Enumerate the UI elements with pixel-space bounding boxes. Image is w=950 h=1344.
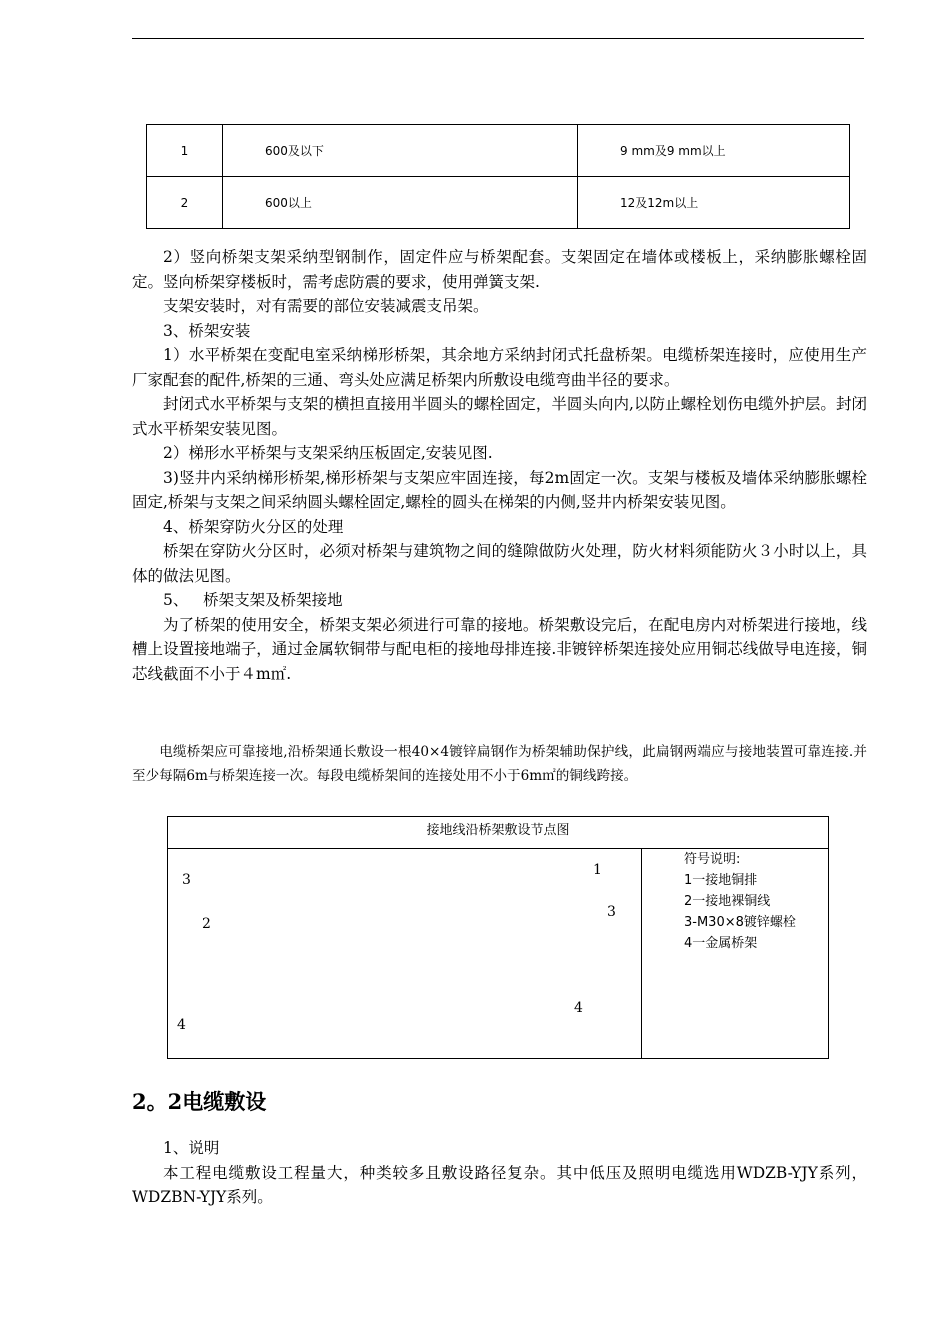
paragraph: 2）竖向桥架支架采纳型钢制作，固定件应与桥架配套。支架固定在墙体或楼板上，采纳膨胀螺栓固定。竖向桥架穿楼板时，需考虑防震的要求，使用弹簧支架. — [132, 248, 867, 291]
diagram-divider — [641, 849, 642, 1058]
table-row — [147, 125, 850, 177]
section-body — [132, 1136, 867, 1210]
paragraph: 本工程电缆敷设工程量大，种类较多且敷设路径复杂。其中低压及照明电缆选用WDZB-YJY系列，WDZBN-YJY系列。 — [132, 1163, 867, 1206]
paragraph: 1、说明 — [163, 1139, 220, 1157]
table-cell-no: 1 — [147, 125, 223, 177]
legend-title: 符号说明: — [684, 852, 741, 867]
paragraph: 2）梯形水平桥架与支架采纳压板固定,安装见图. — [163, 444, 493, 462]
paragraph: 电缆桥架应可靠接地,沿桥架通长敷设一根40×4镀锌扁钢作为桥架辅助保护线，此扁钢两端应与接地装置可靠连接.并至少每隔6m与桥架连接一次。每段电缆桥架间的连接处用不小于6m㎡的铜线跨接。 — [132, 744, 867, 784]
header-rule — [132, 38, 864, 39]
table-row — [147, 177, 850, 229]
body-text — [132, 245, 867, 686]
small-text — [132, 740, 867, 788]
paragraph: 1）水平桥架在变配电室采纳梯形桥架，其余地方采纳封闭式托盘桥架。电缆桥架连接时，应使用生产厂家配套的配件,桥架的三通、弯头处应满足桥架内所敷设电缆弯曲半径的要求。 — [132, 346, 867, 389]
paragraph: 支架安装时，对有需要的部位安装减震支吊架。 — [163, 297, 489, 315]
section-heading: 2。2电缆敷设 — [132, 1089, 267, 1114]
diagram-label: 4 — [574, 1000, 583, 1016]
paragraph: 5、 桥架支架及桥架接地 — [163, 591, 343, 609]
paragraph: 3、桥架安装 — [163, 321, 251, 340]
legend-item: 3-M30×8镀锌螺栓 — [684, 915, 796, 930]
grounding-diagram — [167, 816, 829, 1059]
legend-item: 2一接地裸铜线 — [684, 894, 771, 909]
diagram-legend — [684, 849, 796, 954]
paragraph: 4、桥架穿防火分区的处理 — [163, 517, 344, 536]
diagram-label: 3 — [182, 872, 191, 888]
diagram-title: 接地线沿桥架敷设节点图 — [168, 817, 828, 849]
table-cell-no: 2 — [147, 177, 223, 229]
diagram-label: 3 — [607, 904, 616, 920]
diagram-label: 2 — [202, 916, 211, 932]
paragraph: 3)竖井内采纳梯形桥架,梯形桥架与支架应牢固连接，每2m固定一次。支架与楼板及墙体采纳膨胀螺栓固定,桥架与支架之间采纳圆头螺栓固定,螺栓的圆头在梯架的内侧,竖井内桥架安装见图。 — [132, 468, 867, 511]
legend-item: 4一金属桥架 — [684, 936, 758, 951]
paragraph: 为了桥架的使用安全，桥架支架必须进行可靠的接地。桥架敷设完后，在配电房内对桥架进行接地，线槽上设置接地端子，通过金属软铜带与配电柜的接地母排连接.非镀锌桥架连接处应用铜芯线做导电连接，铜芯线截面不小于４m㎡. — [132, 615, 867, 683]
paragraph: 桥架在穿防火分区时，必须对桥架与建筑物之间的缝隙做防火处理，防火材料须能防火３小时以上，具体的做法见图。 — [132, 542, 867, 585]
diagram-label: 4 — [177, 1017, 186, 1033]
table-cell-width: 600及以下 — [223, 125, 578, 177]
table-cell-width: 600以上 — [223, 177, 578, 229]
diagram-label: 1 — [593, 862, 602, 878]
table-cell-thickness: 12及12m以上 — [578, 177, 850, 229]
table-cell-thickness: 9 mm及9 mm以上 — [578, 125, 850, 177]
paragraph: 封闭式水平桥架与支架的横担直接用半圆头的螺栓固定，半圆头向内,以防止螺栓划伤电缆外护层。封闭式水平桥架安装见图。 — [132, 395, 867, 438]
legend-item: 1一接地铜排 — [684, 873, 758, 888]
spec-table — [146, 124, 850, 229]
